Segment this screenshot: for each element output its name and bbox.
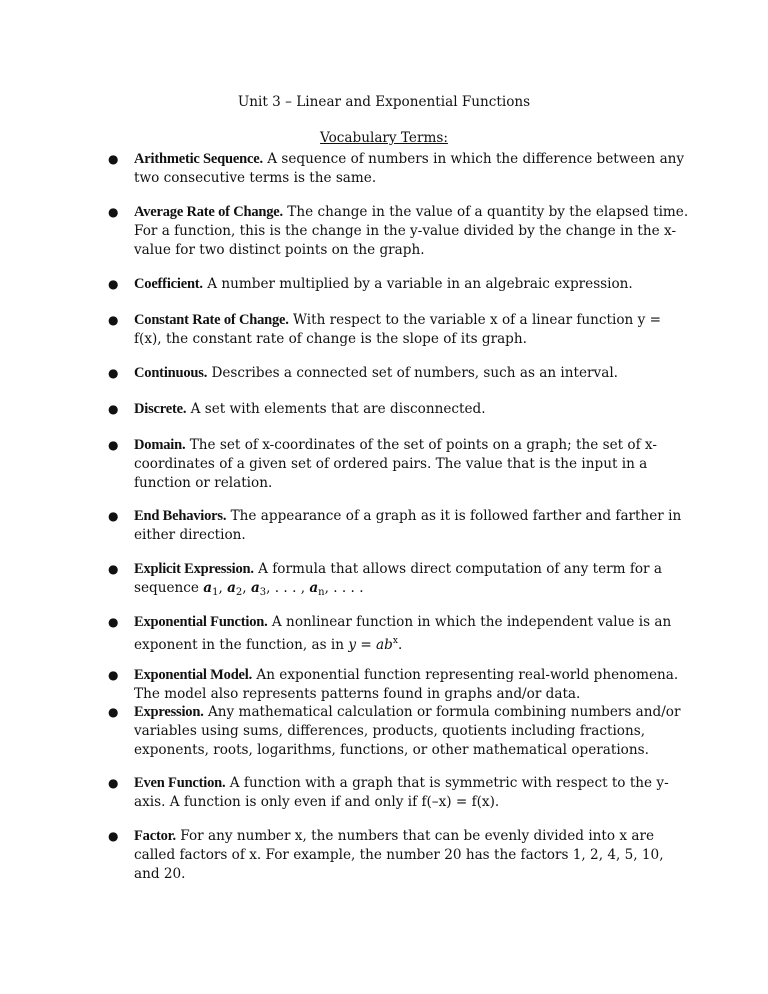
term-definition: For any number x, the numbers that can be evenly divided into x are called factors of x. For example, the number 20 has the factors 1, 2, 4, 5, 10, and 20. <box>134 828 664 882</box>
term-name: Even Function. <box>134 775 226 791</box>
list-item <box>108 436 689 493</box>
term-definition: A function with a graph that is symmetric with respect to the y-axis. A function is only even if and only if f(–x) = f(x). <box>134 775 669 810</box>
list-item <box>108 613 689 655</box>
term-definition: With respect to the variable x of a linear function y = f(x), the constant rate of change is the slope of its graph. <box>134 312 661 347</box>
term-name: Factor. <box>134 828 176 844</box>
bullet-icon: ● <box>108 615 119 629</box>
subscript: 2 <box>235 587 243 598</box>
term-name: Discrete. <box>134 401 187 417</box>
section-heading: Vocabulary Terms: <box>320 130 448 146</box>
term-name: Exponential Model. <box>134 667 253 683</box>
list-item <box>108 703 689 760</box>
term-definition: A nonlinear function in which the independent value is an exponent in the function, as in <box>134 614 672 653</box>
bullet-icon: ● <box>108 152 119 166</box>
bullet-icon: ● <box>108 402 119 416</box>
subscript: 3 <box>259 587 267 598</box>
term-name: Domain. <box>134 437 186 453</box>
term-definition: Describes a connected set of numbers, such as an interval. <box>211 365 618 381</box>
bullet-icon: ● <box>108 438 119 452</box>
term-definition: An exponential function representing real-world phenomena. The model also represents patterns found in graphs and/or data. <box>134 667 679 702</box>
list-item <box>108 507 689 545</box>
list-item <box>108 774 689 812</box>
term-definition: A formula that allows direct computation of any term for a sequence <box>134 561 662 596</box>
subscript: 1 <box>212 587 219 598</box>
formula-period: . <box>397 637 403 653</box>
formula <box>348 637 402 653</box>
list-item <box>108 400 689 419</box>
list-item <box>108 666 689 704</box>
sequence-ellipsis: , . . . . <box>324 580 364 596</box>
bullet-icon: ● <box>108 205 119 219</box>
bullet-icon: ● <box>108 509 119 523</box>
bullet-icon: ● <box>108 829 119 843</box>
list-item <box>108 150 689 188</box>
list-item <box>108 560 689 602</box>
term-name: Coefficient. <box>134 276 203 292</box>
bullet-icon: ● <box>108 668 119 682</box>
page-title: Unit 3 – Linear and Exponential Functions <box>237 94 531 110</box>
term-definition: A set with elements that are disconnected. <box>190 401 486 417</box>
bullet-icon: ● <box>108 705 119 719</box>
term-name: Arithmetic Sequence. <box>134 151 263 167</box>
bullet-icon: ● <box>108 277 119 291</box>
bullet-icon: ● <box>108 776 119 790</box>
bullet-icon: ● <box>108 366 119 380</box>
sequence-var: a <box>309 580 319 596</box>
list-item <box>108 827 689 884</box>
term-definition: The appearance of a graph as it is followed farther and farther in either direction. <box>134 508 682 543</box>
list-item <box>108 203 689 260</box>
term-definition: A sequence of numbers in which the difference between any two consecutive terms is the same. <box>134 151 685 186</box>
term-name: Exponential Function. <box>134 614 268 630</box>
term-name: Continuous. <box>134 365 208 381</box>
sequence-var: a <box>227 580 236 596</box>
term-definition: Any mathematical calculation or formula combining numbers and/or variables using sums, differences, products, quotients including fractions, exponents, roots, logarithms, functions, or other mathematical operations. <box>134 704 681 758</box>
list-item <box>108 311 689 349</box>
term-name: End Behaviors. <box>134 508 227 524</box>
term-name: Expression. <box>134 704 204 720</box>
list-item <box>108 275 689 294</box>
term-name: Explicit Expression. <box>134 561 254 577</box>
subscript: n <box>318 587 325 598</box>
bullet-icon: ● <box>108 562 119 576</box>
formula-base: y = ab <box>348 637 393 653</box>
bullet-icon: ● <box>108 313 119 327</box>
term-definition: The set of x-coordinates of the set of points on a graph; the set of x-coordinates of a given set of ordered pairs. The value that is the input in a function or relation. <box>134 437 657 491</box>
superscript: x <box>392 636 398 646</box>
sequence-ellipsis: , . . . , <box>266 580 310 596</box>
term-name: Average Rate of Change. <box>134 204 283 220</box>
term-definition: The change in the value of a quantity by the elapsed time. For a function, this is the change in the y-value divided by the change in the x-value for two distinct points on the graph. <box>134 204 689 258</box>
term-name: Constant Rate of Change. <box>134 312 289 328</box>
list-item <box>108 364 689 383</box>
sequence-var: a <box>250 580 260 596</box>
term-definition: A number multiplied by a variable in an algebraic expression. <box>207 276 633 292</box>
sequence-var: a <box>203 580 213 596</box>
sequence-notation: $a_1$, $a_2$, $a_3$, . . . , $a_n$, . . . . <box>203 580 364 598</box>
